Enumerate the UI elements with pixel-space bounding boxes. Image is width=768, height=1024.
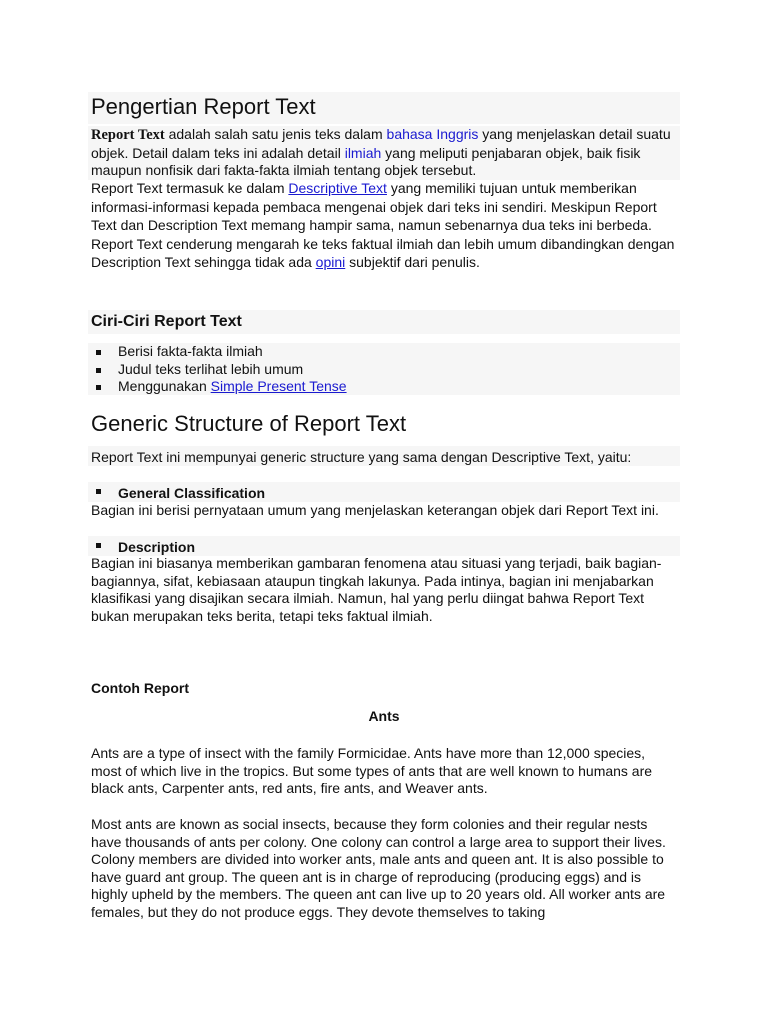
link-bahasa-inggris[interactable]: bahasa Inggris — [386, 126, 479, 142]
ants-title: Ants — [368, 708, 400, 724]
para2-text-2: yang memiliki tujuan untuk memberikan informasi-informasi kepada pembaca mengenai objek dari teks ini sendiri. Meskipun Report Text dan Description Text memang hampir sama, namun sebenarnya dua teks ini berbeda. Report Text cenderung mengarah ke teks faktual ilmiah dan lebih umum dibandingkan dengan Description Text sehingga tidak ada — [91, 180, 675, 270]
bullet-icon — [96, 385, 101, 390]
heading-pengertian-block — [88, 92, 680, 124]
intro-paragraph-block — [88, 126, 680, 180]
general-classification-text: Bagian ini berisi pernyataan umum yang menjelaskan keterangan objek dari Report Text ini. — [91, 502, 659, 518]
ciri-list-block — [88, 343, 680, 395]
para2-text-3: subjektif dari penulis. — [345, 254, 480, 270]
ants-paragraph-2-block — [88, 816, 680, 921]
list-item — [88, 361, 680, 379]
contoh-label: Contoh Report — [91, 680, 189, 696]
list-item — [88, 378, 680, 396]
intro-text-1: adalah salah satu jenis teks dalam — [164, 126, 387, 142]
bullet-icon — [96, 350, 101, 355]
structure-intro-block — [88, 446, 680, 466]
bullet-icon — [96, 368, 101, 373]
contoh-label-block — [88, 680, 680, 696]
heading-ciri: Ciri-Ciri Report Text — [91, 313, 242, 330]
ants-paragraph-1-block — [88, 745, 680, 798]
description-text-block — [88, 555, 680, 625]
bullet-icon — [96, 489, 101, 494]
ciri-item-1: Berisi fakta-fakta ilmiah — [118, 343, 263, 359]
intro-paragraph — [88, 126, 680, 180]
heading-pengertian: Pengertian Report Text — [91, 94, 316, 119]
paragraph-2-block — [88, 179, 680, 272]
paragraph-2 — [88, 179, 680, 272]
description-label-text: Description — [118, 539, 196, 555]
ants-paragraph-2: Most ants are known as social insects, because they form colonies and their regular nests have thousands of ants per colony. One colony can control a large area to support their lives. Colony members are divided into worker ants, male ants and queen ant. It is also possible to have guard ant group. The queen ant is in charge of reproducing (producing eggs) and is highly upheld by the members. The queen ant can live up to 20 years old. All worker ants are females, but they do not produce eggs. They devote themselves to taking — [91, 816, 666, 920]
structure-intro: Report Text ini mempunyai generic structure yang sama dengan Descriptive Text, yaitu: — [91, 449, 632, 465]
para2-text-1: Report Text termasuk ke dalam — [91, 180, 289, 196]
ciri-item-3-prefix: Menggunakan — [118, 378, 211, 394]
general-label-text: General Classification — [118, 485, 266, 501]
general-classification-label-block — [88, 482, 680, 502]
description-label-block — [88, 536, 680, 556]
bullet-icon — [96, 543, 101, 548]
description-label — [88, 536, 680, 556]
intro-text-3: yang meliputi penjabaran objek, baik fisik maupun nonfisik dari fakta-fakta ilmiah tentang objek tersebut. — [91, 144, 641, 178]
link-descriptive-text[interactable]: Descriptive Text — [288, 180, 387, 196]
link-opini[interactable]: opini — [315, 254, 346, 270]
ants-title-block — [88, 708, 680, 724]
ciri-item-2: Judul teks terlihat lebih umum — [118, 360, 304, 377]
general-classification-label — [88, 482, 680, 502]
list-item — [88, 343, 680, 361]
heading-structure-block — [88, 411, 680, 437]
link-ilmiah[interactable]: ilmiah — [344, 144, 382, 161]
link-simple-present-tense[interactable]: Simple Present Tense — [210, 378, 347, 394]
general-classification-text-block — [88, 501, 680, 520]
heading-ciri-block — [88, 310, 680, 334]
description-text: Bagian ini biasanya memberikan gambaran fenomena atau situasi yang terjadi, baik bagian-bagiannya, sifat, kebiasaan ataupun tingkah lakunya. Pada intinya, bagian ini menjabarkan klasifikasi yang disajikan secara ilmiah. Namun, hal yang perlu diingat bahwa Report Text bukan merupakan teks berita, tetapi teks faktual ilmiah. — [91, 555, 662, 624]
term-report-text: Report Text — [91, 127, 165, 143]
intro-text-2: yang menjelaskan detail suatu objek. Detail dalam teks ini adalah detail — [91, 126, 671, 161]
heading-structure: Generic Structure of Report Text — [91, 411, 407, 436]
ciri-list — [88, 343, 680, 396]
ants-paragraph-1: Ants are a type of insect with the family Formicidae. Ants have more than 12,000 species, most of which live in the tropics. But some types of ants that are well known to humans are black ants, Carpenter ants, red ants, fire ants, and Weaver ants. — [91, 745, 653, 796]
